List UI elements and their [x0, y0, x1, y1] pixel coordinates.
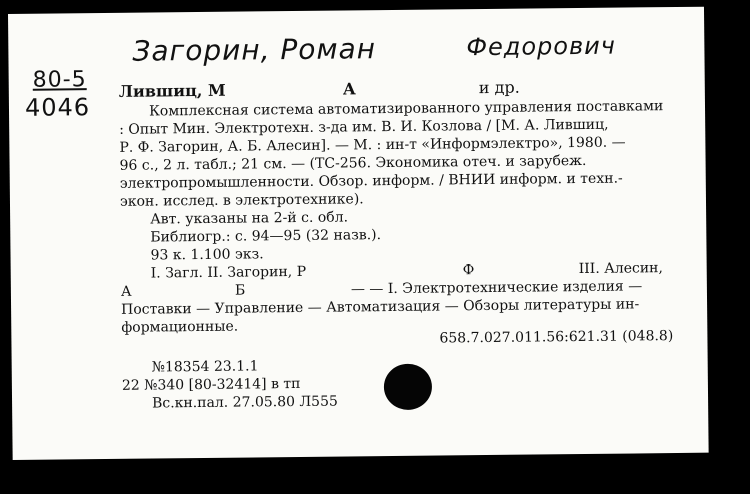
author-initial: А	[342, 79, 356, 99]
catalog-card	[8, 7, 709, 460]
description-line: 96 с., 2 л. табл.; 21 см. — (ТС-256. Экономика отеч. и зарубеж.	[119, 152, 587, 174]
description-line: экон. исслед. в электротехнике).	[119, 191, 364, 210]
handwritten-code-bottom: 4046	[24, 93, 91, 122]
note-line: 93 к. 1.100 экз.	[150, 246, 264, 264]
author-name: Лившиц, М	[118, 80, 226, 101]
description-line: Р. Ф. Загорин, А. Б. Алесин]. — М. : ин-т «Информэлектро», 1980. —	[119, 134, 626, 156]
handwritten-name: Загорин, Роман	[132, 32, 377, 68]
note-line: Авт. указаны на 2-й с. обл.	[150, 209, 349, 228]
footer-line: Вс.кн.пал. 27.05.80 Л555	[152, 393, 338, 412]
note-line: Библиогр.: с. 94—95 (32 назв.).	[150, 227, 382, 246]
tracing-line: Поставки — Управление — Автоматизация — Обзоры литературы ин-	[121, 296, 640, 318]
footer-line: 22 №340 [80-32414] в тп	[121, 375, 301, 394]
ink-blot	[384, 364, 432, 411]
handwritten-code-top: 80-5	[32, 67, 87, 93]
tracing-left: I. Загл. II. Загорин, Р	[150, 263, 307, 282]
tracing-subjects: — — I. Электротехнические изделия —	[350, 278, 643, 298]
description-line: Комплексная система автоматизированного управления поставками	[148, 98, 664, 120]
handwritten-patronymic: Федорович	[466, 31, 617, 62]
udc-code: 658.7.027.011.56:621.31 (048.8)	[439, 328, 674, 347]
description-line: электропромышленности. Обзор. информ. / ВНИИ информ. и техн.-	[119, 170, 623, 192]
tracing-mid: Ф	[462, 262, 475, 279]
tracing-initial-a: А	[120, 283, 132, 300]
description-line: : Опыт Мин. Электротехн. з-да им. В. И. Козлова / [М. А. Лившиц,	[119, 116, 609, 138]
tracing-right: III. Алесин,	[578, 260, 664, 278]
tracing-initial-b: Б	[234, 282, 246, 299]
author-etal: и др.	[478, 77, 520, 98]
footer-line: №18354 23.1.1	[151, 358, 259, 376]
tracing-line: формационные.	[121, 318, 239, 336]
